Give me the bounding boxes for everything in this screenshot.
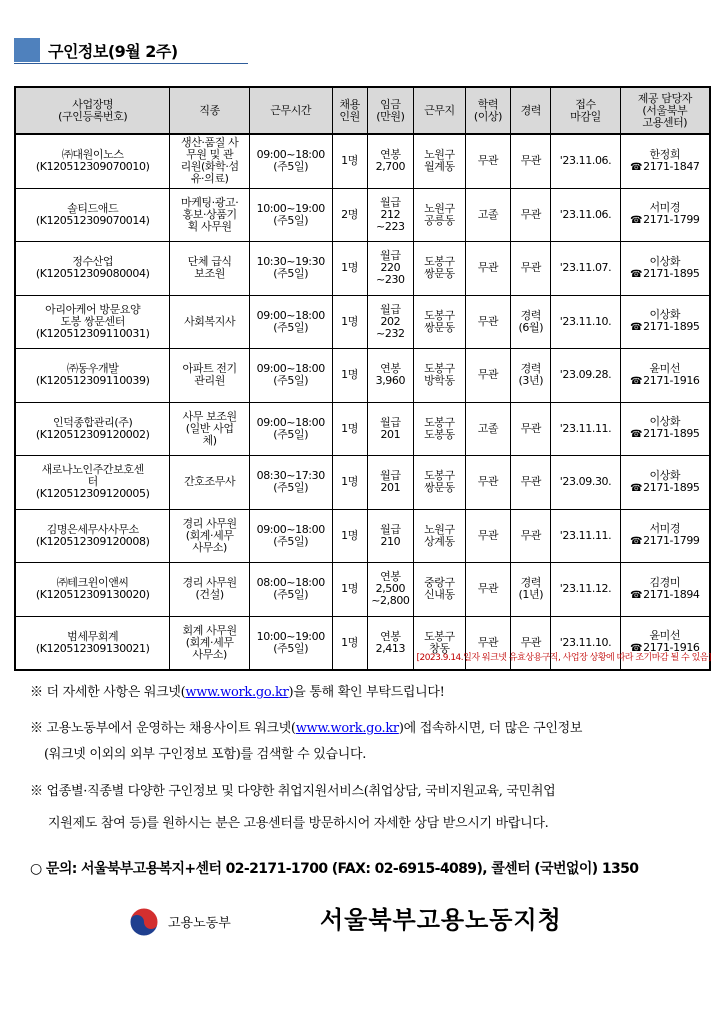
- table-row: [15, 242, 710, 296]
- cell-edu: 무관: [465, 242, 510, 296]
- cell-wage: 연봉 2,413: [367, 616, 413, 670]
- column-header: 직종: [170, 87, 250, 134]
- cell-manager: [620, 295, 710, 349]
- notice-paragraph-3: [30, 776, 555, 840]
- cell-wage: 월급 210: [367, 509, 413, 563]
- cell-edu: 무관: [465, 616, 510, 670]
- cell-manager: [620, 242, 710, 296]
- cell-edu: 무관: [465, 295, 510, 349]
- table-row: [15, 349, 710, 403]
- cell-company: 김명은세무사사무소 (K120512309120008): [15, 509, 170, 563]
- cell-job: 회계 사무원 (회계·세무 사무소): [170, 616, 250, 670]
- cell-wage: 연봉 2,700: [367, 134, 413, 188]
- column-header: 제공 담당자 (서울북부 고용센터): [620, 87, 710, 134]
- column-header: 근무지: [414, 87, 466, 134]
- manager-name: 서미경: [649, 201, 681, 215]
- cell-wage: 연봉 3,960: [367, 349, 413, 403]
- title-underline: [14, 63, 248, 64]
- cell-deadline: '23.11.11.: [551, 509, 620, 563]
- manager-name: 이상화: [649, 254, 681, 268]
- cell-company: 인덕종합관리(주) (K120512309120002): [15, 402, 170, 456]
- logo-text: 고용노동부: [168, 916, 231, 931]
- cell-deadline: '23.09.30.: [551, 456, 620, 510]
- table-row: [15, 402, 710, 456]
- cell-career: 경력 (6월): [511, 295, 551, 349]
- cell-hours: 10:00~19:00 (주5일): [249, 188, 332, 242]
- cell-deadline: '23.11.06.: [551, 134, 620, 188]
- cell-job: 간호조무사: [170, 456, 250, 510]
- cell-manager: [620, 349, 710, 403]
- cell-hours: 09:00~18:00 (주5일): [249, 402, 332, 456]
- cell-hours: 10:00~19:00 (주5일): [249, 616, 332, 670]
- phone-number: 2171-1895: [643, 320, 700, 334]
- phone-icon: ☎: [630, 589, 643, 601]
- column-header: 경력: [511, 87, 551, 134]
- manager-phone: [622, 482, 708, 495]
- cell-company: 범세무회계 (K120512309130021): [15, 616, 170, 670]
- phone-icon: ☎: [630, 268, 643, 280]
- cell-company: 아리아케어 방문요양 도봉 쌍문센터 (K120512309110031): [15, 295, 170, 349]
- cell-count: 1명: [332, 563, 367, 617]
- column-header: 학력 (이상): [465, 87, 510, 134]
- manager-phone: [622, 375, 708, 388]
- table-body: [15, 134, 710, 670]
- cell-location: 도봉구 쌍문동: [414, 242, 466, 296]
- cell-career: 무관: [511, 509, 551, 563]
- cell-job: 생산·품질 사 무원 및 관 리원(화학·섬 유·의료): [170, 134, 250, 188]
- manager-phone: [622, 321, 708, 334]
- cell-location: 중랑구 신내동: [414, 563, 466, 617]
- phone-number: 2171-1895: [643, 480, 700, 494]
- column-header: 사업장명 (구인등록번호): [15, 87, 170, 134]
- table-row: [15, 563, 710, 617]
- cell-count: 1명: [332, 295, 367, 349]
- manager-phone: [622, 428, 708, 441]
- cell-edu: 무관: [465, 134, 510, 188]
- cell-edu: 고졸: [465, 188, 510, 242]
- phone-icon: ☎: [630, 643, 643, 655]
- cell-company: ㈜동우개발 (K120512309110039): [15, 349, 170, 403]
- section-title: [14, 38, 248, 64]
- phone-icon: ☎: [630, 536, 643, 548]
- cell-hours: 08:30~17:30 (주5일): [249, 456, 332, 510]
- phone-number: 2171-1916: [643, 373, 700, 387]
- footnote: [2023.9.14.일자 워크넷 유효상용구직, 사업장 상황에 따라 조기마감 될 수 있음]: [416, 653, 711, 663]
- cell-career: 경력 (1년): [511, 563, 551, 617]
- cell-manager: [620, 402, 710, 456]
- notice-2-text-end: )에 접속하시면, 더 많은 구인정보: [398, 721, 583, 736]
- cell-career: 경력 (3년): [511, 349, 551, 403]
- phone-number: 2171-1799: [643, 534, 700, 548]
- manager-phone: [622, 589, 708, 602]
- manager-name: 이상화: [649, 308, 681, 322]
- worknet-link-1[interactable]: www.work.go.kr: [185, 685, 289, 700]
- cell-deadline: '23.11.07.: [551, 242, 620, 296]
- manager-phone: [622, 214, 708, 227]
- manager-phone: [622, 535, 708, 548]
- cell-career: 무관: [511, 242, 551, 296]
- cell-wage: 월급 212 ~223: [367, 188, 413, 242]
- cell-wage: 월급 220 ~230: [367, 242, 413, 296]
- cell-company: ㈜테크윈이앤씨 (K120512309130020): [15, 563, 170, 617]
- phone-number: 2171-1894: [643, 587, 700, 601]
- cell-career: 무관: [511, 188, 551, 242]
- notice-3-line2: 지원제도 참여 등)를 원하시는 분은 고용센터를 방문하시어 자세한 상담 받으시기 바랍니다.: [48, 816, 549, 831]
- manager-name: 윤미선: [649, 629, 681, 643]
- cell-manager: [620, 456, 710, 510]
- cell-count: 1명: [332, 134, 367, 188]
- cell-location: 도봉구 창동: [414, 616, 466, 670]
- cell-wage: 월급 201: [367, 456, 413, 510]
- cell-location: 도봉구 쌍문동: [414, 295, 466, 349]
- manager-name: 김경미: [649, 575, 681, 589]
- cell-wage: 연봉 2,500 ~2,800: [367, 563, 413, 617]
- cell-job: 아파트 전기 관리원: [170, 349, 250, 403]
- column-header: 근무시간: [249, 87, 332, 134]
- cell-manager: [620, 134, 710, 188]
- manager-phone: [622, 161, 708, 174]
- cell-hours: 09:00~18:00 (주5일): [249, 295, 332, 349]
- column-header: 임금 (만원): [367, 87, 413, 134]
- manager-name: 이상화: [649, 468, 681, 482]
- job-table: [14, 86, 711, 671]
- notice-paragraph-1: [30, 680, 445, 706]
- table-row: [15, 188, 710, 242]
- notice-2-text: ※ 고용노동부에서 운영하는 채용사이트 워크넷(: [30, 721, 296, 736]
- cell-job: 사회복지사: [170, 295, 250, 349]
- phone-number: 2171-1847: [643, 159, 700, 173]
- cell-job: 마케팅·광고· 홍보·상품기 획 사무원: [170, 188, 250, 242]
- column-header: 채용 인원: [332, 87, 367, 134]
- cell-edu: 무관: [465, 456, 510, 510]
- cell-deadline: '23.09.28.: [551, 349, 620, 403]
- cell-count: 1명: [332, 349, 367, 403]
- cell-job: 사무 보조원 (일반 사업 체): [170, 402, 250, 456]
- cell-hours: 09:00~18:00 (주5일): [249, 509, 332, 563]
- cell-company: 정수산업 (K120512309080004): [15, 242, 170, 296]
- phone-icon: ☎: [630, 375, 643, 387]
- phone-number: 2171-1916: [643, 641, 700, 655]
- cell-company: 새로나노인주간보호센 터 (K120512309120005): [15, 456, 170, 510]
- cell-count: 1명: [332, 402, 367, 456]
- phone-number: 2171-1895: [643, 266, 700, 280]
- phone-icon: ☎: [630, 322, 643, 334]
- cell-manager: [620, 509, 710, 563]
- cell-deadline: '23.11.11.: [551, 402, 620, 456]
- cell-location: 노원구 상계동: [414, 509, 466, 563]
- column-header: 접수 마감일: [551, 87, 620, 134]
- cell-edu: 무관: [465, 509, 510, 563]
- cell-manager: [620, 188, 710, 242]
- table-row: [15, 134, 710, 188]
- cell-deadline: '23.11.06.: [551, 188, 620, 242]
- manager-name: 한정희: [649, 147, 681, 161]
- cell-deadline: '23.11.12.: [551, 563, 620, 617]
- notice-paragraph-2: [30, 716, 582, 768]
- table-row: [15, 295, 710, 349]
- cell-job: 단체 급식 보조원: [170, 242, 250, 296]
- cell-edu: 고졸: [465, 402, 510, 456]
- cell-count: 1명: [332, 456, 367, 510]
- phone-number: 2171-1895: [643, 427, 700, 441]
- cell-count: 1명: [332, 509, 367, 563]
- agency-name: 서울북부고용노동지청: [320, 906, 562, 934]
- cell-edu: 무관: [465, 349, 510, 403]
- cell-location: 노원구 공릉동: [414, 188, 466, 242]
- cell-career: 무관: [511, 134, 551, 188]
- cell-job: 경리 사무원 (건설): [170, 563, 250, 617]
- cell-wage: 월급 202 ~232: [367, 295, 413, 349]
- cell-hours: 09:00~18:00 (주5일): [249, 349, 332, 403]
- notice-2-line2: (워크넷 이외의 외부 구인정보 포함)를 검색할 수 있습니다.: [44, 747, 367, 762]
- notice-3-line1: ※ 업종별·직종별 다양한 구인정보 및 다양한 취업지원서비스(취업상담, 국비지원교육, 국민취업: [30, 784, 556, 799]
- cell-career: 무관: [511, 402, 551, 456]
- table-row: [15, 456, 710, 510]
- phone-icon: ☎: [630, 429, 643, 441]
- cell-location: 도봉구 방학동: [414, 349, 466, 403]
- title-marker: [14, 38, 40, 62]
- cell-career: 무관: [511, 456, 551, 510]
- manager-name: 윤미선: [649, 361, 681, 375]
- cell-career: 무관: [511, 616, 551, 670]
- cell-company: 솔티드애드 (K120512309070014): [15, 188, 170, 242]
- cell-company: ㈜대원이노스 (K120512309070010): [15, 134, 170, 188]
- cell-count: 1명: [332, 242, 367, 296]
- contact-info: ○ 문의: 서울북부고용복지+센터 02-2171-1700 (FAX: 02-6915-4089), 콜센터 (국번없이) 1350: [30, 861, 639, 877]
- cell-hours: 09:00~18:00 (주5일): [249, 134, 332, 188]
- cell-manager: [620, 563, 710, 617]
- cell-count: 1명: [332, 616, 367, 670]
- cell-location: 도봉구 도봉동: [414, 402, 466, 456]
- cell-job: 경리 사무원 (회계·세무 사무소): [170, 509, 250, 563]
- notice-1-text: ※ 더 자세한 사항은 워크넷(: [30, 685, 186, 700]
- ministry-logo: [124, 900, 264, 944]
- cell-hours: 10:30~19:30 (주5일): [249, 242, 332, 296]
- worknet-link-2[interactable]: www.work.go.kr: [295, 721, 399, 736]
- phone-icon: ☎: [630, 161, 643, 173]
- manager-name: 서미경: [649, 522, 681, 536]
- manager-phone: [622, 268, 708, 281]
- cell-location: 노원구 월계동: [414, 134, 466, 188]
- taegeuk-icon: [124, 902, 164, 942]
- cell-wage: 월급 201: [367, 402, 413, 456]
- phone-number: 2171-1799: [643, 213, 700, 227]
- cell-location: 도봉구 쌍문동: [414, 456, 466, 510]
- cell-edu: 무관: [465, 563, 510, 617]
- notice-1-text-end: )을 통해 확인 부탁드립니다!: [288, 685, 445, 700]
- phone-icon: ☎: [630, 215, 643, 227]
- manager-name: 이상화: [649, 415, 681, 429]
- cell-deadline: '23.11.10.: [551, 295, 620, 349]
- phone-icon: ☎: [630, 482, 643, 494]
- table-row: [15, 509, 710, 563]
- page-title: 구인정보(9월 2주): [48, 42, 178, 61]
- table-header-row: [15, 87, 710, 134]
- cell-deadline: '23.11.10.: [551, 616, 620, 670]
- cell-count: 2명: [332, 188, 367, 242]
- cell-hours: 08:00~18:00 (주5일): [249, 563, 332, 617]
